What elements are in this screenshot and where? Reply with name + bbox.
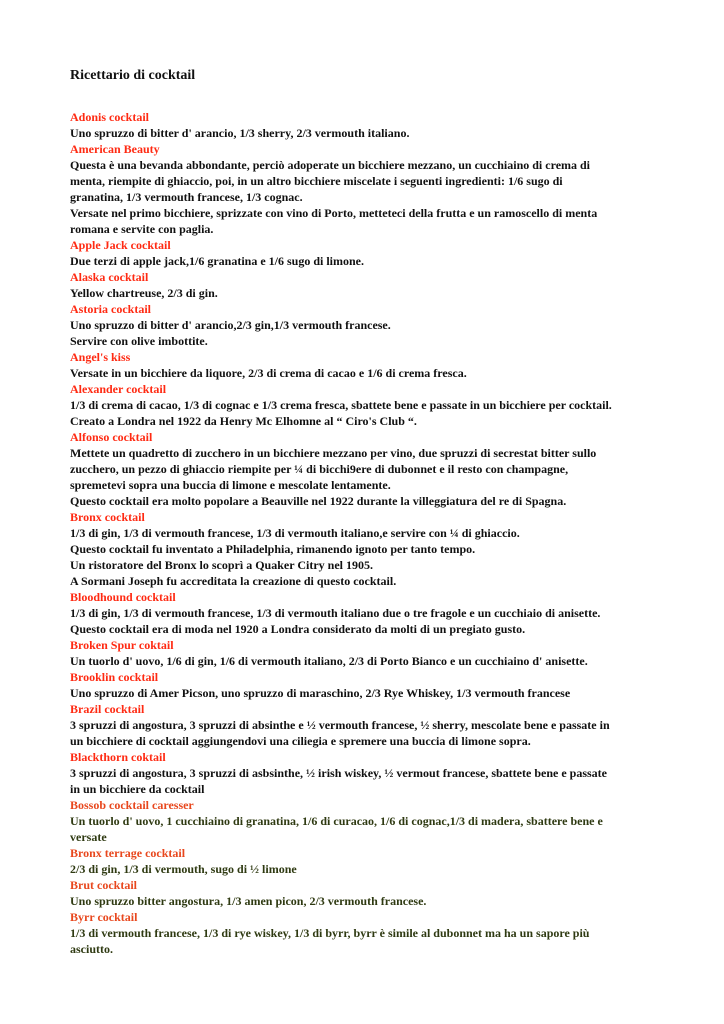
recipe-title: Brut cocktail [70, 878, 137, 892]
recipe-text-line: in un bicchiere da cocktail [70, 782, 205, 796]
recipe-text-line: zucchero, un pezzo di ghiaccio riempite per ¼ di bicchi9ere di dubonnet e il resto con champagne, [70, 462, 569, 476]
recipe-text-line: 3 spruzzi di angostura, 3 spruzzi di asbsinthe, ½ irish wiskey, ½ vermout francese, sbattete bene e passate [70, 766, 607, 780]
recipe-text-line: Questo cocktail era di moda nel 1920 a Londra considerato da molti di un pregiato gusto. [70, 622, 526, 636]
recipe-title: American Beauty [70, 142, 160, 156]
recipe-title: Bronx cocktail [70, 510, 145, 524]
recipe-text-line: Servire con olive imbottite. [70, 334, 208, 348]
recipe-title: Byrr cocktail [70, 910, 138, 924]
recipe-text-line: 2/3 di gin, 1/3 di vermouth, sugo di ½ limone [70, 862, 297, 876]
recipe-text-line: Due terzi di apple jack,1/6 granatina e 1/6 sugo di limone. [70, 254, 364, 268]
document-page [70, 66, 670, 957]
recipe-text-line: 1/3 di gin, 1/3 di vermouth francese, 1/3 di vermouth italiano due o tre fragole e un cucchiaio di anisette. [70, 606, 601, 620]
recipe-title: Bronx terrage cocktail [70, 846, 186, 860]
recipe-list [70, 109, 670, 957]
recipe-text-line: un bicchiere di cocktail aggiungendovi una ciliegia e spremere una buccia di limone sopra. [70, 734, 531, 748]
recipe-text-line: Versate in un bicchiere da liquore, 2/3 di crema di cacao e 1/6 di crema fresca. [70, 366, 467, 380]
recipe-text-line: romana e servite con paglia. [70, 222, 214, 236]
recipe-title: Alfonso cocktail [70, 430, 153, 444]
recipe-title: Blackthorn coktail [70, 750, 166, 764]
recipe-text-line: Yellow chartreuse, 2/3 di gin. [70, 286, 218, 300]
recipe-text-line: A Sormani Joseph fu accreditata la creazione di questo cocktail. [70, 574, 397, 588]
recipe-title: Adonis cocktail [70, 110, 150, 124]
recipe-text-line: Uno spruzzo di bitter d' arancio,2/3 gin,1/3 vermouth francese. [70, 318, 391, 332]
recipe-text-line: 1/3 di vermouth francese, 1/3 di rye wiskey, 1/3 di byrr, byrr è simile al dubonnet ma ha un sapore più [70, 926, 590, 940]
recipe-text-line: Un ristoratore del Bronx lo scoprì a Quaker Citry nel 1905. [70, 558, 373, 572]
recipe-text-line: menta, riempite di ghiaccio, poi, in un altro bicchiere miscelate i seguenti ingredienti: 1/6 sugo di [70, 174, 563, 188]
recipe-text-line: 1/3 di crema di cacao, 1/3 di cognac e 1/3 crema fresca, sbattete bene e passate in un bicchiere per cocktail. [70, 398, 612, 412]
recipe-text-line: Uno spruzzo bitter angostura, 1/3 amen picon, 2/3 vermouth francese. [70, 894, 427, 908]
recipe-text-line: versate [70, 830, 107, 844]
recipe-title: Bloodhound cocktail [70, 590, 176, 604]
recipe-text-line: Mettete un quadretto di zucchero in un bicchiere mezzano per vino, due spruzzi di secrestat bitter sullo [70, 446, 597, 460]
recipe-text-line: Uno spruzzo di bitter d' arancio, 1/3 sherry, 2/3 vermouth italiano. [70, 126, 410, 140]
recipe-text-line: Questo cocktail era molto popolare a Beauville nel 1922 durante la villeggiatura del re di Spagna. [70, 494, 567, 508]
recipe-title: Brazil cocktail [70, 702, 145, 716]
recipe-text-line: Un tuorlo d' uovo, 1 cucchiaino di granatina, 1/6 di curacao, 1/6 di cognac,1/3 di madera, sbattere bene e [70, 814, 603, 828]
recipe-text-line: asciutto. [70, 942, 113, 956]
recipe-title: Angel's kiss [70, 350, 131, 364]
recipe-text-line: Creato a Londra nel 1922 da Henry Mc Elhomne al “ Ciro's Club “. [70, 414, 417, 428]
recipe-text-line: Questo cocktail fu inventato a Philadelphia, rimanendo ignoto per tanto tempo. [70, 542, 476, 556]
recipe-title: Alexander cocktail [70, 382, 167, 396]
recipe-text-line: granatina, 1/3 vermouth francese, 1/3 cognac. [70, 190, 303, 204]
recipe-text-line: Un tuorlo d' uovo, 1/6 di gin, 1/6 di vermouth italiano, 2/3 di Porto Bianco e un cucchiaino d' anisette. [70, 654, 588, 668]
recipe-title: Astoria cocktail [70, 302, 151, 316]
recipe-text-line: Versate nel primo bicchiere, sprizzate con vino di Porto, metteteci della frutta e un ramoscello di menta [70, 206, 598, 220]
recipe-text-line: 1/3 di gin, 1/3 di vermouth francese, 1/3 di vermouth italiano,e servire con ¼ di ghiaccio. [70, 526, 520, 540]
recipe-title: Brooklin cocktail [70, 670, 159, 684]
recipe-title: Apple Jack cocktail [70, 238, 171, 252]
document-title: Ricettario di cocktail [70, 68, 196, 83]
recipe-title: Bossob cocktail caresser [70, 798, 194, 812]
recipe-title: Broken Spur coktail [70, 638, 174, 652]
recipe-title: Alaska cocktail [70, 270, 149, 284]
recipe-text-line: Uno spruzzo di Amer Picson, uno spruzzo di maraschino, 2/3 Rye Whiskey, 1/3 vermouth francese [70, 686, 571, 700]
recipe-text-line: Questa è una bevanda abbondante, perciò adoperate un bicchiere mezzano, un cucchiaino di crema di [70, 158, 591, 172]
recipe-text-line: spremetevi sopra una buccia di limone e mescolate lentamente. [70, 478, 391, 492]
recipe-text-line: 3 spruzzi di angostura, 3 spruzzi di absinthe e ½ vermouth francese, ½ sherry, mescolate bene e passate in [70, 718, 610, 732]
